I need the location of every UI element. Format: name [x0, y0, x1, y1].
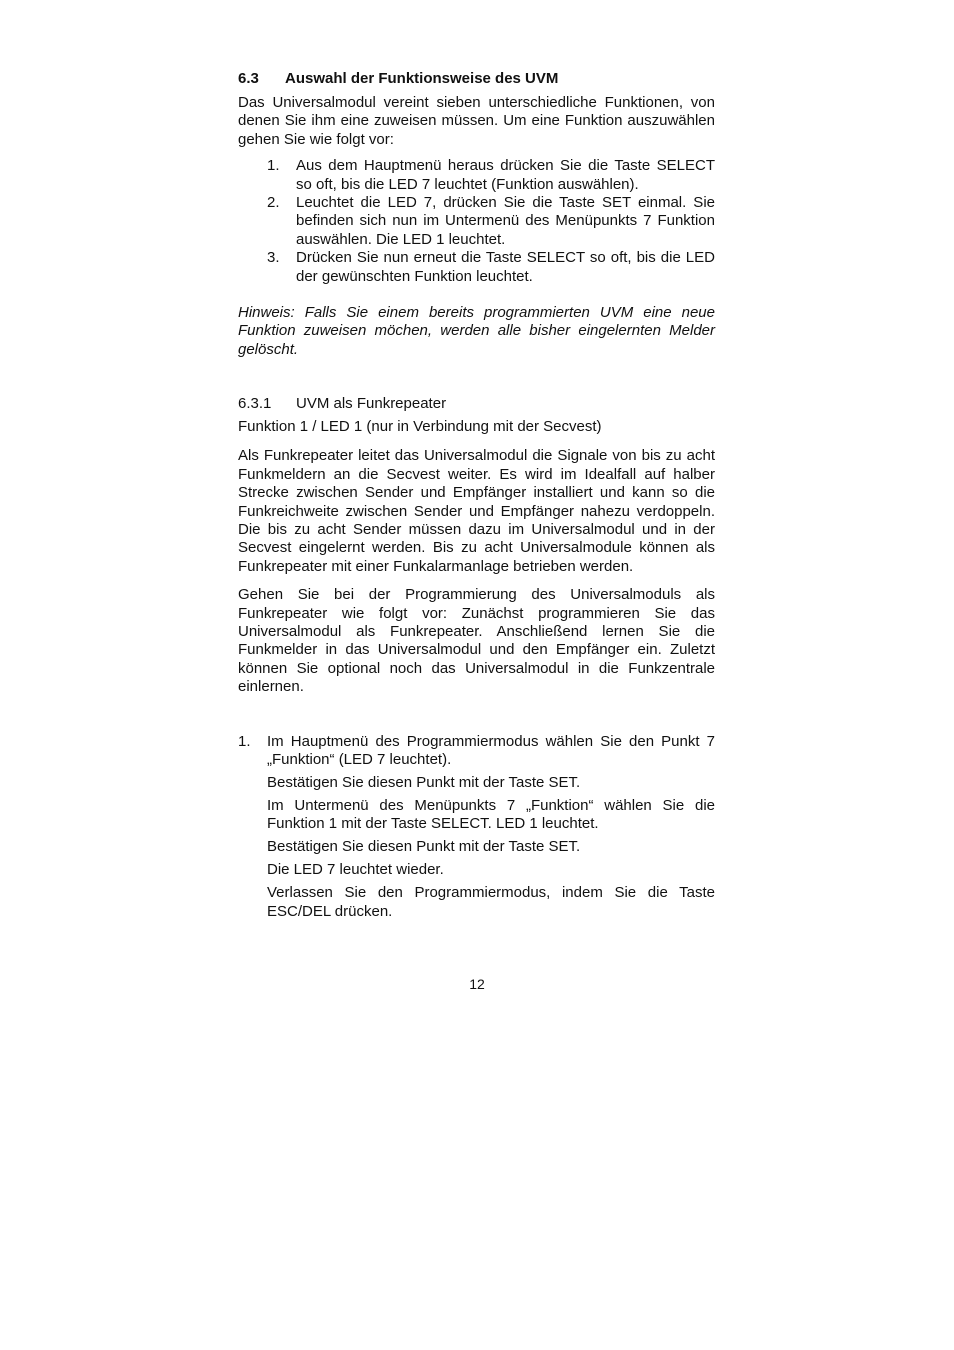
step-number: 2. [267, 194, 280, 212]
subsection-subtitle: Funktion 1 / LED 1 (nur in Verbindung mit der Secvest) [238, 418, 602, 436]
page-number: 12 [469, 976, 485, 992]
step-detail: Bestätigen Sie diesen Punkt mit der Taste SET. [267, 773, 581, 791]
step-detail: Die LED 7 leuchtet wieder. [267, 861, 444, 879]
section-number: 6.3 [238, 70, 259, 87]
list-item [238, 157, 715, 194]
procedure-step [238, 733, 715, 770]
step-text: Leuchtet die LED 7, drücken Sie die Taste SET einmal. Sie befinden sich nun im Untermenü des Menüpunkts 7 Funktion auswählen. Die LED 1 leuchtet. [296, 194, 715, 248]
step-text: Aus dem Hauptmenü heraus drücken Sie die Taste SELECT so oft, bis die LED 7 leuchtet (Funktion auswählen). [296, 157, 715, 193]
step-detail: Im Untermenü des Menüpunkts 7 „Funktion“ wählen Sie die Funktion 1 mit der Taste SELECT. LED 1 leuchtet. [267, 796, 715, 833]
section-intro: Das Universalmodul vereint sieben unterschiedliche Funktionen, von denen Sie ihm eine zuweisen müssen. Um eine Funktion auszuwählen gehen Sie wie folgt vor: [238, 94, 715, 148]
section-title: Auswahl der Funktionsweise des UVM [285, 70, 559, 87]
step-number: 1. [238, 732, 251, 750]
subsection-number: 6.3.1 [238, 395, 272, 413]
body-paragraph: Als Funkrepeater leitet das Universalmodul die Signale von bis zu acht Funkmeldern an die Secvest weiter. Es wird im Idealfall auf halber Strecke zwischen Sender und Empfänger installiert und kann so die Funkreichweite zwischen Sender und Empfänger nahezu verdoppeln. Die bis zu acht Sender müssen dazu im Universalmodul und in der Secvest eingelernt werden. Bis zu acht Universalmodule können als Funkrepeater mit einer Funkalarmanlage betrieben werden. [238, 447, 715, 575]
step-number: 1. [267, 157, 280, 175]
selection-steps [238, 157, 715, 286]
subsection-title: UVM als Funkrepeater [296, 395, 447, 413]
list-item [238, 194, 715, 249]
step-text: Drücken Sie nun erneut die Taste SELECT so oft, bis die LED der gewünschten Funktion leuchtet. [296, 249, 715, 285]
step-text: Im Hauptmenü des Programmiermodus wählen Sie den Punkt 7 „Funktion“ (LED 7 leuchtet). [267, 732, 715, 768]
step-number: 3. [267, 249, 280, 267]
subsection-heading [238, 395, 715, 413]
note-paragraph: Hinweis: Falls Sie einem bereits programmierten UVM eine neue Funktion zuweisen möchen, werden alle bisher eingelernten Melder gelöscht. [238, 304, 715, 358]
body-paragraph: Gehen Sie bei der Programmierung des Universalmoduls als Funkrepeater wie folgt vor: Zunächst programmieren Sie das Universalmodul als Funkrepeater. Anschließend lernen Sie die Funkmelder in das Universalmodul und den Empfänger ein. Zuletzt können Sie optional noch das Universalmodul in die Funkzentrale einlernen. [238, 586, 715, 696]
list-item [238, 249, 715, 286]
page-content [238, 70, 715, 921]
section-heading [238, 70, 715, 88]
step-detail: Verlassen Sie den Programmiermodus, indem Sie die Taste ESC/DEL drücken. [267, 884, 715, 920]
step-detail: Bestätigen Sie diesen Punkt mit der Taste SET. [267, 838, 581, 856]
